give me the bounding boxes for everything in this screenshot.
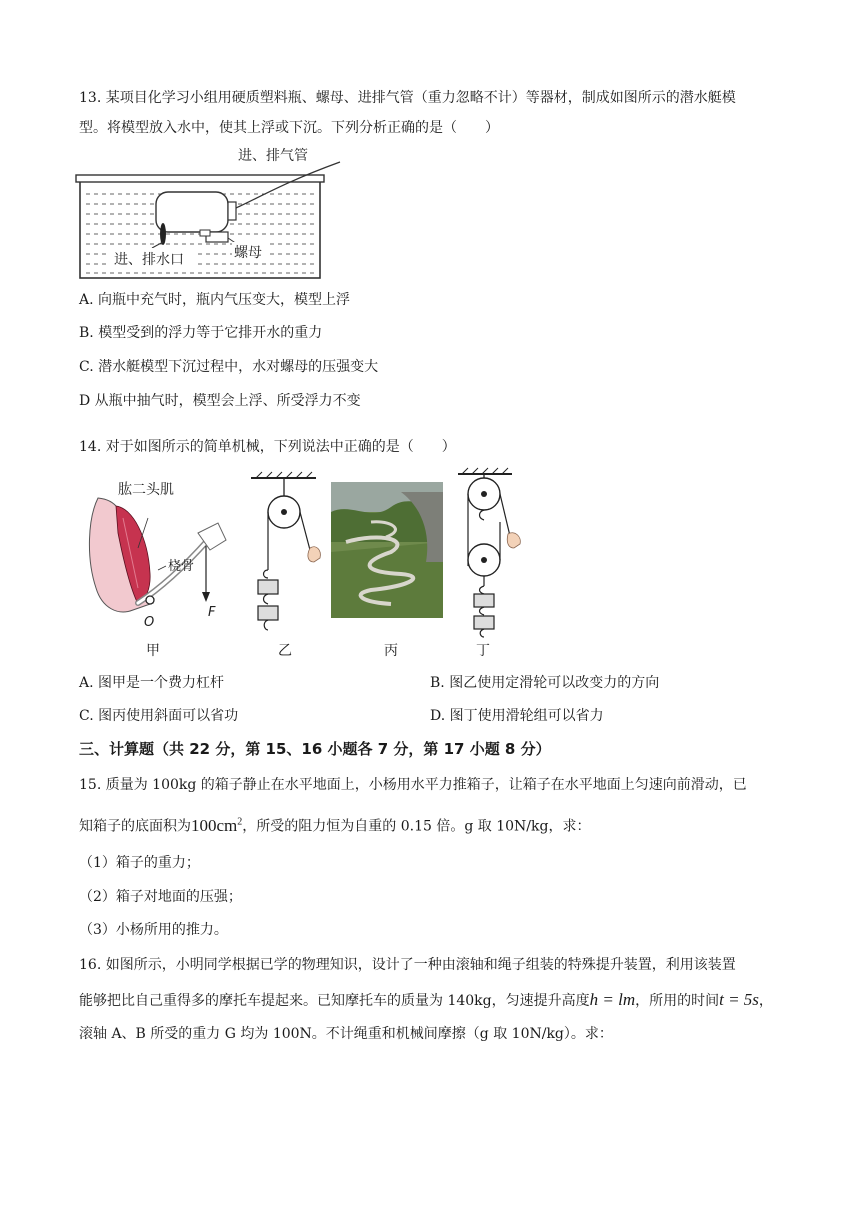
q14-option-c: C. 图丙使用斜面可以省功: [79, 708, 239, 724]
q15-stem-line2: [79, 812, 590, 837]
q14-option-d: D. 图丁使用滑轮组可以省力: [430, 708, 604, 724]
q14-option-a: A. 图甲是一个费力杠杆: [79, 675, 225, 691]
q13-option-d: D 从瓶中抽气时，模型会上浮、所受浮力不变: [79, 393, 361, 409]
q15-stem-line1: 15. 质量为 100kg 的箱子静止在水平地面上，小杨用水平力推箱子，让箱子在水平地面上匀速向前滑动，已: [79, 777, 747, 793]
label-pivot-o: O: [144, 615, 155, 630]
q16-stem-post: ，: [758, 993, 773, 1009]
fixed-pulley-figure: [246, 470, 326, 645]
section-title: 三、计算题（共 22 分，第 15、16 小题各 7 分，第 17 小题 8 分）: [79, 740, 551, 758]
pulley-system-figure: [450, 466, 530, 641]
q15-stem-post: ，所受的阻力恒为自重的 0.15 倍。g 取 10N/kg，求：: [242, 818, 591, 835]
height-equation: h = lm: [589, 990, 636, 1009]
label-force-f: F: [208, 605, 216, 620]
label-tube: 进、排气管: [238, 148, 308, 164]
area-value: [191, 816, 242, 835]
arm-lever-figure: [78, 478, 253, 638]
air-tube-shape: [236, 162, 340, 208]
label-radius: 桡骨: [168, 559, 195, 574]
q15-sub-3: （3）小杨所用的推力。: [79, 922, 228, 938]
caption-bing: 丙: [384, 643, 398, 659]
q13-option-b: B. 模型受到的浮力等于它排开水的重力: [79, 325, 323, 341]
bottle-shape: [156, 192, 228, 232]
submarine-model-figure: [70, 142, 360, 282]
winding-road-photo: [331, 482, 443, 618]
q15-sub-2: （2）箱子对地面的压强；: [79, 889, 242, 905]
label-biceps: 肱二头肌: [118, 482, 174, 498]
q15-sub-1: （1）箱子的重力；: [79, 855, 200, 871]
q16-stem-pre: 能够把比自己重得多的摩托车提起来。已知摩托车的质量为 140kg，匀速提升高度: [79, 993, 590, 1009]
caption-jia: 甲: [146, 643, 160, 659]
caption-ding: 丁: [476, 643, 490, 659]
q14-option-b: B. 图乙使用定滑轮可以改变力的方向: [430, 675, 660, 691]
time-equation: t = 5s: [719, 990, 759, 1009]
q15-stem-pre: 知箱子的底面积为: [79, 818, 191, 835]
area-exponent: 2: [237, 816, 243, 827]
q16-stem-line1: 16. 如图所示，小明同学根据已学的物理知识，设计了一种由滚轴和绳子组装的特殊提升装置，利用该装置: [79, 957, 736, 973]
q16-stem-mid: ，所用的时间: [635, 993, 720, 1009]
label-port: 进、排水口: [114, 252, 184, 268]
water-port-shape: [160, 223, 166, 245]
q16-stem-line3: 滚轴 A、B 所受的重力 G 均为 100N。不计绳重和机械间摩擦（g 取 10N/kg）。求：: [79, 1026, 613, 1042]
q13-option-c: C. 潜水艇模型下沉过程中，水对螺母的压强变大: [79, 359, 379, 375]
q16-stem-line2: [79, 990, 773, 1011]
caption-yi: 乙: [278, 643, 292, 659]
q13-stem-line2: 型。将模型放入水中，使其上浮或下沉。下列分析正确的是（ ）: [79, 120, 499, 136]
label-nut: 螺母: [234, 245, 262, 261]
q13-stem-line1: 13. 某项目化学习小组用硬质塑料瓶、螺母、进排气管（重力忽略不计）等器材，制成如图所示的潜水艇模: [79, 90, 736, 106]
q13-option-a: A. 向瓶中充气时，瓶内气压变大，模型上浮: [79, 292, 351, 308]
q14-stem: 14. 对于如图所示的简单机械，下列说法中正确的是（ ）: [79, 439, 456, 455]
area-number: 100cm: [191, 815, 238, 835]
